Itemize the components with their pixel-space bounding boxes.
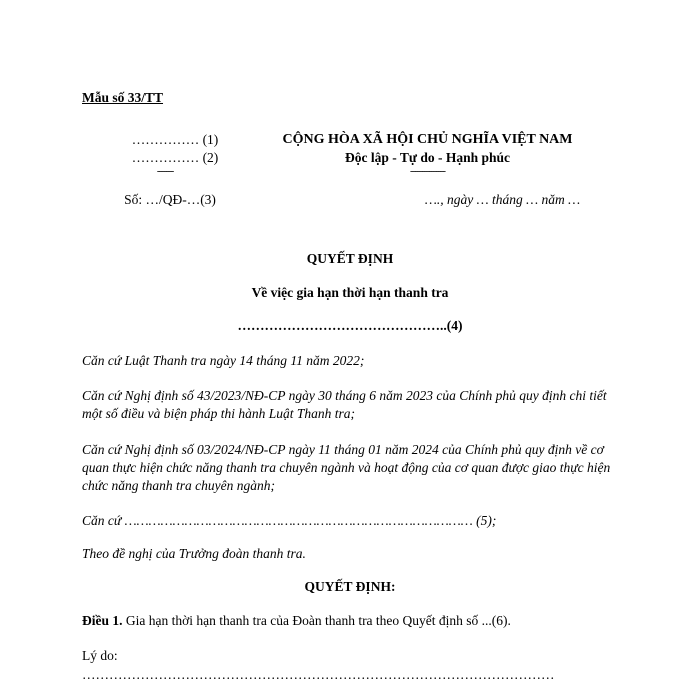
agency-line-1: …………… (1) xyxy=(131,132,219,147)
basis-decree-03: Căn cứ Nghị định số 03/2024/NĐ-CP ngày 11 tháng 01 năm 2024 của Chính phủ quy định về cơ quan thực hiện chức năng thanh tra chuyên ngành và hoạt động của cơ quan được giao thực hiện chức năng thanh tra chuyên ngành; xyxy=(82,442,611,493)
motto-separator: --------------- xyxy=(410,166,445,177)
date-line: …., ngày … tháng … năm … xyxy=(424,192,581,207)
reason-label: Lý do: xyxy=(82,648,118,663)
basis-proposal: Theo đề nghị của Trưởng đoàn thanh tra. xyxy=(82,546,306,561)
basis-other: Căn cứ …………………………………………………………………………… (5); xyxy=(82,513,497,528)
nation-motto: Độc lập - Tự do - Hạnh phúc xyxy=(344,150,511,165)
basis-decree-43: Căn cứ Nghị định số 43/2023/NĐ-CP ngày 30 tháng 6 năm 2023 của Chính phủ quy định chi tiết một số điều và biện pháp thi hành Luật Thanh tra; xyxy=(82,388,607,421)
article-1-text: Gia hạn thời hạn thanh tra của Đoàn thanh tra theo Quyết định số ...(6). xyxy=(122,613,511,628)
form-number: Mẫu số 33/TT xyxy=(82,90,164,105)
issuing-authority: ………………………………………..(4) xyxy=(237,318,463,333)
basis-law: Căn cứ Luật Thanh tra ngày 14 tháng 11 năm 2022; xyxy=(82,353,365,368)
article-1-label: Điều 1. xyxy=(82,613,123,628)
doc-type-title: QUYẾT ĐỊNH xyxy=(306,251,394,266)
article-1 xyxy=(82,612,642,630)
agency-line-2: …………… (2) xyxy=(131,150,219,165)
agency-separator: ------- xyxy=(156,166,174,177)
nation-title: CỘNG HÒA XÃ HỘI CHỦ NGHĨA VIỆT NAM xyxy=(282,132,573,147)
document-number: Số: …/QĐ-…(3) xyxy=(124,192,216,207)
decision-heading: QUYẾT ĐỊNH: xyxy=(304,579,396,594)
reason-dots: …………………………………………………………………………………………… xyxy=(82,667,555,682)
doc-subject: Về việc gia hạn thời hạn thanh tra xyxy=(251,285,449,300)
